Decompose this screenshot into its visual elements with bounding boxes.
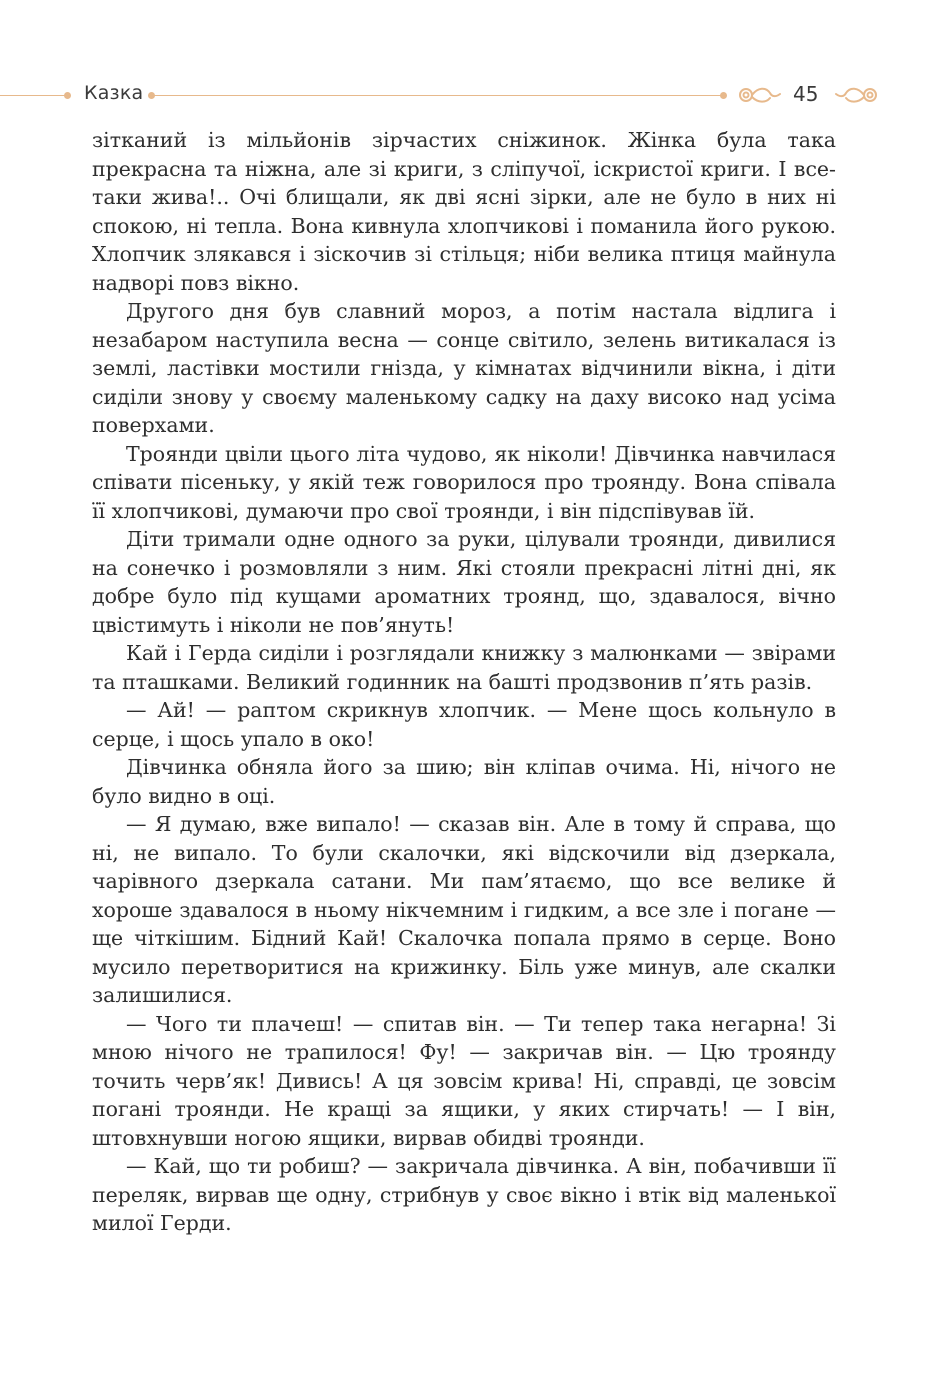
story-text: [92, 126, 836, 1238]
header-dot-left: [64, 92, 71, 99]
header-rule-left: [0, 95, 66, 96]
dialogue-paragraph: — Я думаю, вже випало! — сказав він. Але в тому й справа, що ні, не випало. То були скалочки, які відскочили від дзеркала, чарівного дзеркала сатани. Ми пам’ятаємо, що все велике й хороше здавалося в ньому нікчемним і гидким, а все зле і погане — ще чіткішим. Бідний Кай! Скалочка попала прямо в серце. Воно мусило перетворитися на крижинку. Біль уже минув, але скалки залишилися.: [92, 812, 836, 1007]
paragraph: зітканий із мільйонів зірчастих сніжинок. Жінка була така прекрасна та ніжна, але зі криги, з сліпучої, іскристої криги. І все-таки жива!.. Очі блищали, як дві ясні зірки, але не було в них ні спокою, ні тепла. Вона кивнула хлопчикові і поманила його рукою. Хлопчик злякався і зіскочив зі стільця; ніби велика птиця майнула надворі повз вікно.: [92, 128, 836, 295]
paragraph: Діти тримали одне одного за руки, цілували троянди, дивилися на сонечко і розмовляли з ним. Які стояли прекрасні літні дні, як добре було під кущами ароматних троянд, що, здавалося, вічно цвістимуть і ніколи не пов’януть!: [92, 527, 836, 637]
header-dot-mid-right: [720, 92, 727, 99]
page-number: 45: [793, 82, 819, 106]
dialogue-paragraph: — Чого ти плачеш! — спитав він. — Ти тепер така негарна! Зі мною нічого не трапилося! Фу! — закричав він. — Цю троянду точить черв’як! Дивись! А ця зовсім крива! Ні, справді, це зовсім погані троянди. Не кращі за ящики, у яких стирчать! — І він, штовхнувши ногою ящики, вирвав обидві троянди.: [92, 1011, 836, 1150]
paragraph: Другого дня був славний мороз, а потім настала відлига і незабаром наступила весна — сонце світило, зелень витикалася із землі, ластівки мостили гнізда, у кімнатах відчинили вікна, і діти сиділи знову у своєму маленькому садку на даху високо над усіма поверхами.: [92, 299, 836, 437]
page-header: [0, 78, 952, 114]
paragraph: Кай і Герда сиділи і розглядали книжку з малюнками — звірами та пташками. Великий годинник на башті продзвонив п’ять разів.: [92, 641, 836, 694]
dialogue-paragraph: — Кай, що ти робиш? — закричала дівчинка. А він, побачивши її переляк, вирвав ще одну, стрибнув у своє вікно і втік від маленької милої Герди.: [92, 1154, 836, 1235]
paragraph: Троянди цвіли цього літа чудово, як ніколи! Дівчинка навчилася співати пісеньку, у якій теж говорилося про троянду. Вона співала її хлопчикові, думаючи про свої троянди, і він підспівував їй.: [92, 441, 836, 523]
swirl-ornament-right-icon: [834, 82, 880, 108]
swirl-ornament-left-icon: [736, 82, 782, 108]
section-title: Казка: [84, 82, 144, 104]
dialogue-paragraph: — Ай! — раптом скрикнув хлопчик. — Мене щось кольнуло в серце, і щось упало в око!: [92, 698, 836, 751]
header-rule-middle: [152, 95, 722, 96]
paragraph: Дівчинка обняла його за шию; він кліпав очима. Ні, нічого не було видно в оці.: [92, 755, 836, 808]
